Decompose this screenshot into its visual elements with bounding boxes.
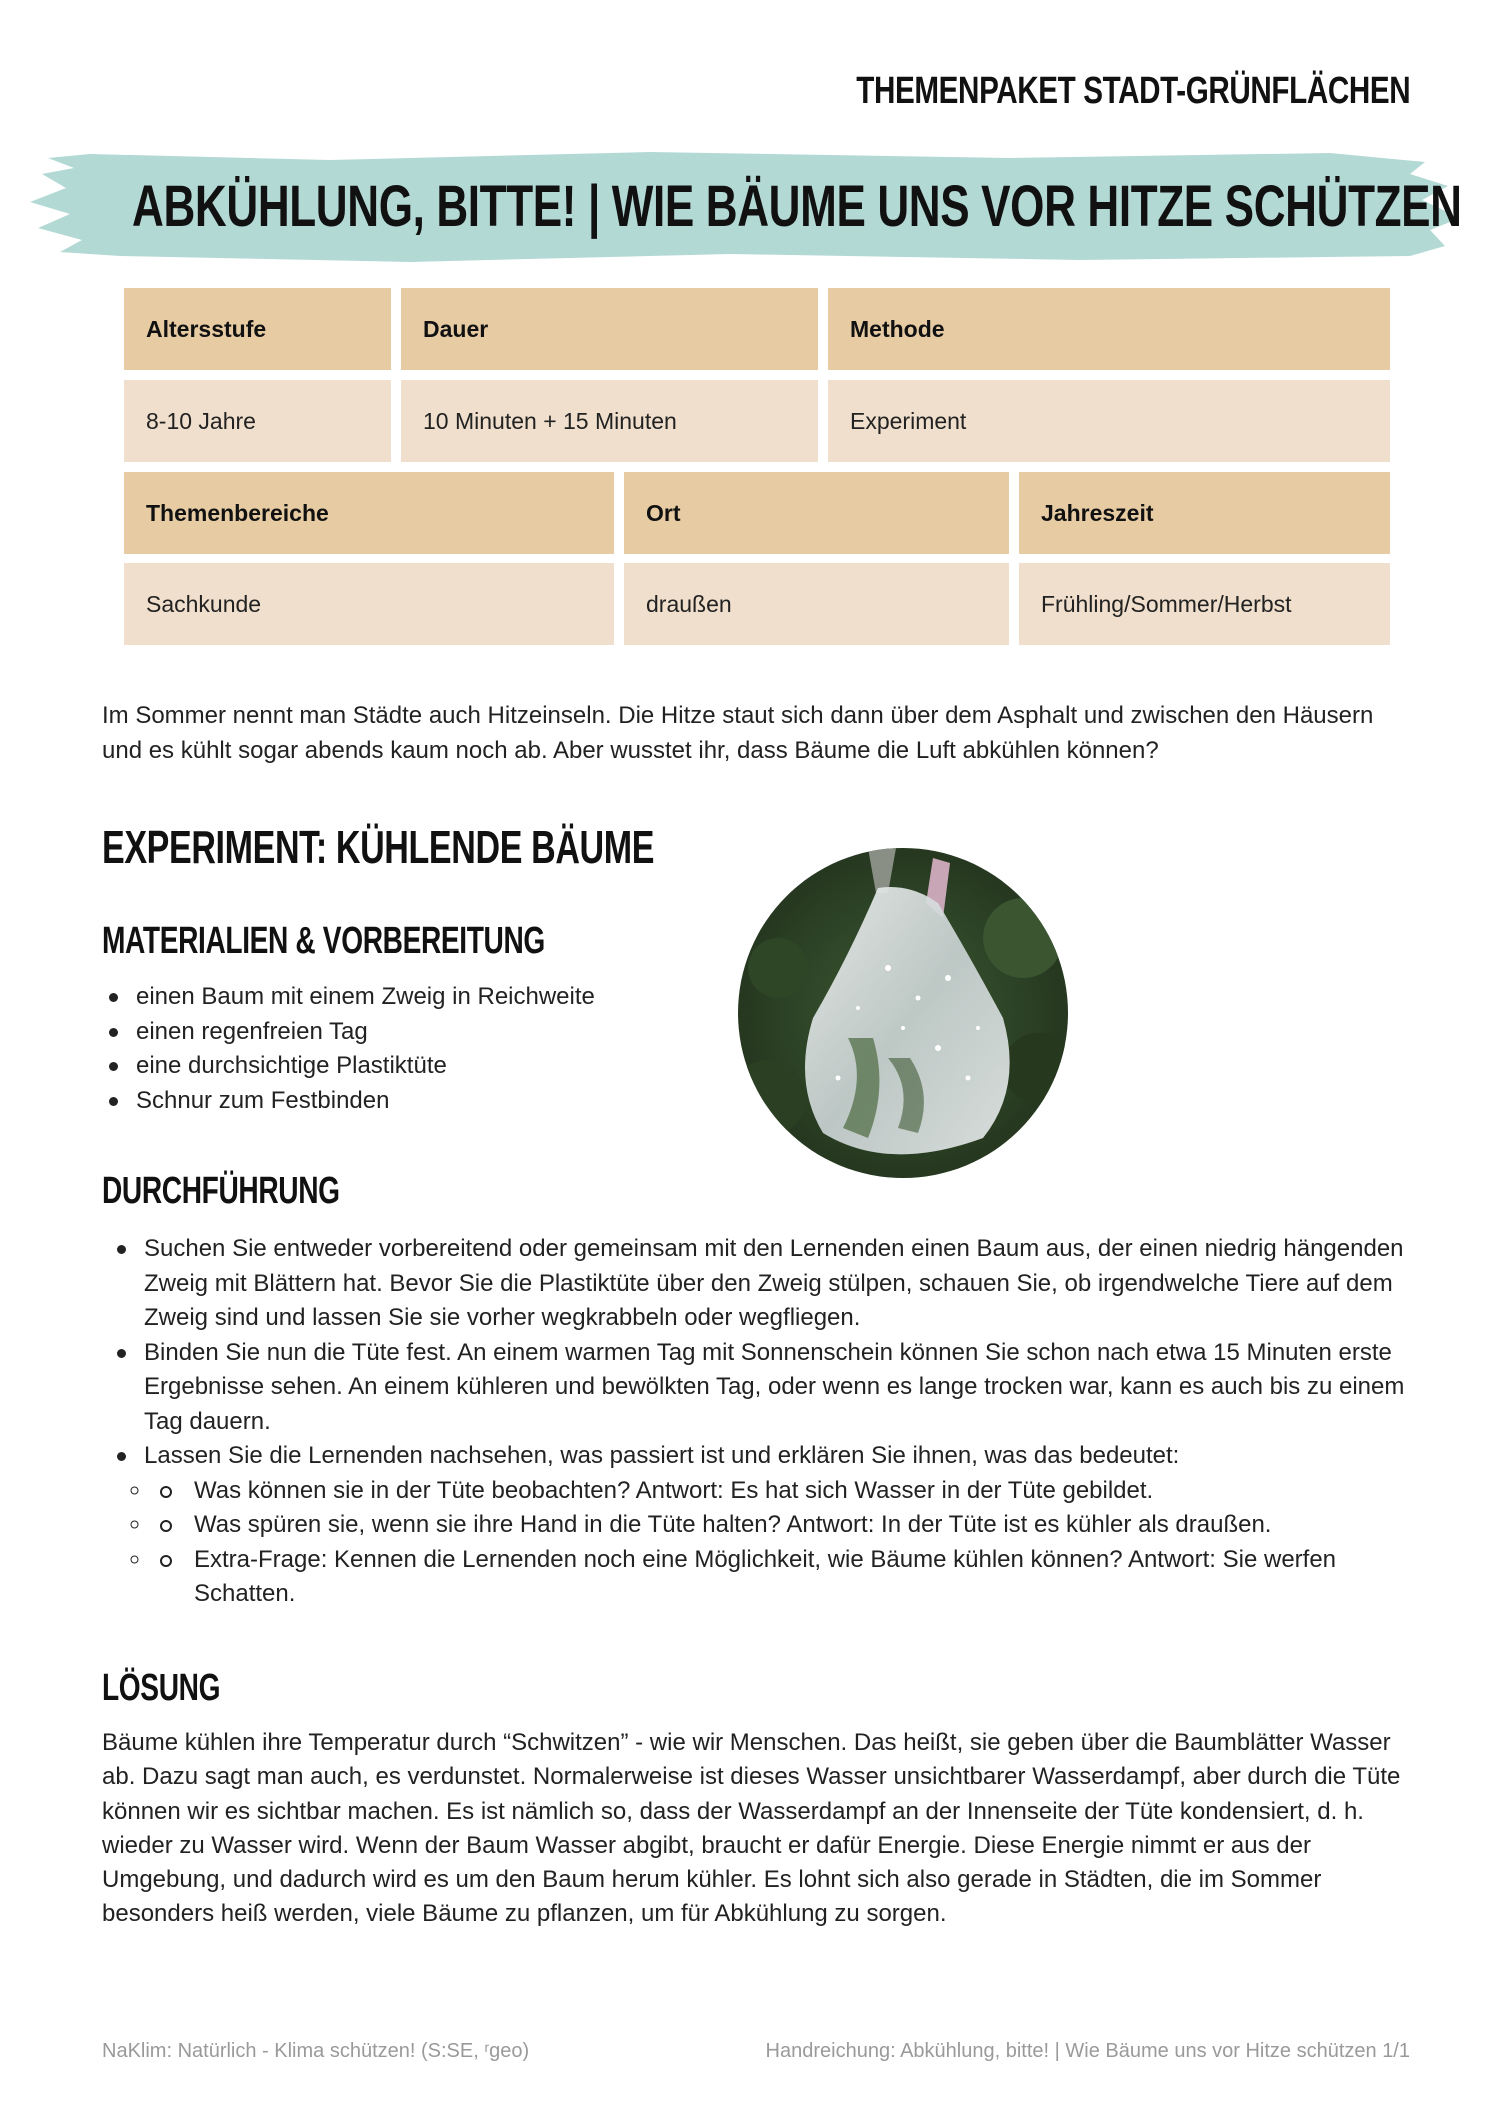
meta-header-location: Ort xyxy=(624,472,1009,554)
list-item: Binden Sie nun die Tüte fest. An einem warmen Tag mit Sonnenschein können Sie schon nach etwa 15 Minuten erste Ergebnisse sehen. An einem kühleren und bewölkten Tag, oder wenn es lange trocken war, kann es auch bis zu einem Tag dauern. xyxy=(110,1336,1410,1440)
meta-header-season: Jahreszeit xyxy=(1019,472,1390,554)
procedure-heading: DURCHFÜHRUNG xyxy=(102,1170,340,1212)
meta-header-method: Methode xyxy=(828,288,1390,370)
meta-header-topics: Themenbereiche xyxy=(124,472,614,554)
list-item xyxy=(110,1439,1410,1612)
procedure-list xyxy=(110,1232,1410,1612)
solution-paragraph: Bäume kühlen ihre Temperatur durch “Schwitzen” - wie wir Menschen. Das heißt, sie geben über die Baumblätter Wasser ab. Dazu sagt man auch, es verdunstet. Normalerweise ist dieses Wasser unsichtbarer Wasserdampf, aber durch die Tüte können wir es sichtbar machen. Es ist nämlich so, dass der Wasserdampf an der Innenseite der Tüte kondensiert, d. h. wieder zu Wasser wird. Wenn der Baum Wasser abgibt, braucht er dafür Energie. Diese Energie nimmt er aus der Umgebung, und dadurch wird es um den Baum herum kühler. Es lohnt sich also gerade in Städten, die im Sommer besonders heiß werden, viele Bäume zu pflanzen, um für Abkühlung zu sorgen. xyxy=(102,1729,1401,1928)
list-item: Suchen Sie entweder vorbereitend oder gemeinsam mit den Lernenden einen Baum aus, der einen niedrig hängenden Zweig mit Blättern hat. Bevor Sie die Plastiktüte über den Zweig stülpen, schauen Sie, ob irgendwelche Tiere auf dem Zweig sind und lassen Sie sie vorher wegkrabbeln oder wegfliegen. xyxy=(110,1232,1410,1336)
list-item: ◦ Extra-Frage: Kennen die Lernenden noch eine Möglichkeit, wie Bäume kühlen können? Antwort: Sie werfen Schatten. xyxy=(152,1543,1410,1612)
meta-header-age: Altersstufe xyxy=(124,288,391,370)
materials-list xyxy=(102,980,722,1118)
footer-right: Handreichung: Abkühlung, bitte! | Wie Bäume uns vor Hitze schützen 1/1 xyxy=(765,2040,1410,2062)
meta-value-duration: 10 Minuten + 15 Minuten xyxy=(401,380,818,462)
meta-value-row-1 xyxy=(124,380,1390,462)
meta-header-duration: Dauer xyxy=(401,288,818,370)
solution-heading: LÖSUNG xyxy=(102,1667,221,1709)
list-item: ◦ Was spüren sie, wenn sie ihre Hand in die Tüte halten? Antwort: In der Tüte ist es kühler als draußen. xyxy=(152,1508,1410,1543)
list-item: ◦ Was können sie in der Tüte beobachten? Antwort: Es hat sich Wasser in der Tüte gebildet. xyxy=(152,1474,1410,1509)
list-item: eine durchsichtige Plastiktüte xyxy=(102,1049,722,1084)
procedure-step-text: Lassen Sie die Lernenden nachsehen, was passiert ist und erklären Sie ihnen, was das bedeutet: xyxy=(144,1442,1180,1469)
meta-value-row-2 xyxy=(124,563,1390,645)
materials-heading: MATERIALIEN & VORBEREITUNG xyxy=(102,920,545,962)
footer-left: NaKlim: Natürlich - Klima schützen! (S:SE, ʳgeo) xyxy=(102,2040,530,2062)
list-item: einen Baum mit einem Zweig in Reichweite xyxy=(102,980,722,1015)
meta-header-row-1 xyxy=(124,288,1390,370)
intro-paragraph: Im Sommer nennt man Städte auch Hitzeinseln. Die Hitze staut sich dann über dem Asphalt und zwischen den Häusern und es kühlt sogar abends kaum noch ab. Aber wusstet ihr, dass Bäume die Luft abkühlen können? xyxy=(102,702,1374,764)
meta-value-method: Experiment xyxy=(828,380,1390,462)
experiment-heading: EXPERIMENT: KÜHLENDE BÄUME xyxy=(102,821,655,873)
meta-value-topics: Sachkunde xyxy=(124,563,614,645)
meta-value-age: 8-10 Jahre xyxy=(124,380,391,462)
meta-value-location: draußen xyxy=(624,563,1009,645)
meta-value-season: Frühling/Sommer/Herbst xyxy=(1019,563,1390,645)
list-item: Schnur zum Festbinden xyxy=(102,1084,722,1119)
question-list xyxy=(152,1474,1410,1612)
meta-header-row-2 xyxy=(124,472,1390,554)
list-item: einen regenfreien Tag xyxy=(102,1015,722,1050)
series-title: THEMENPAKET STADT-GRÜNFLÄCHEN xyxy=(855,70,1410,112)
main-title: ABKÜHLUNG, BITTE! | WIE BÄUME UNS VOR HITZE SCHÜTZEN xyxy=(132,174,1462,239)
plastic-bag-on-branch-photo xyxy=(738,848,1068,1178)
